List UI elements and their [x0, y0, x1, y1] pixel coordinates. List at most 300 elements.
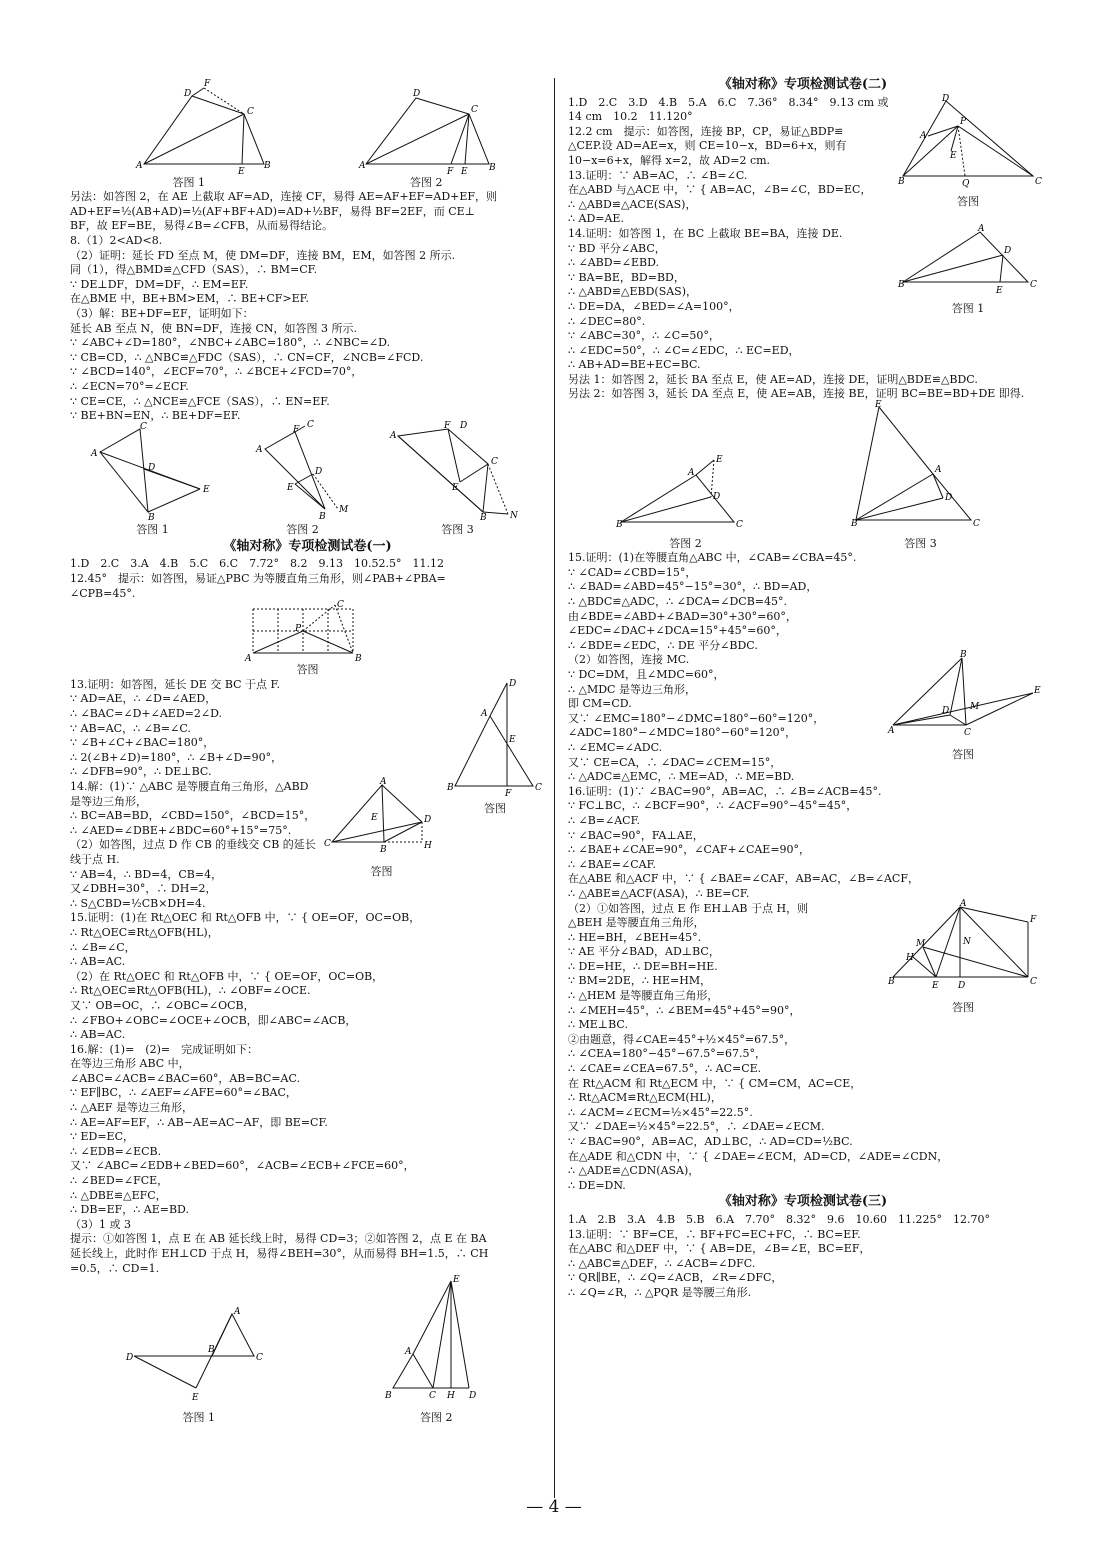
diag-line — [144, 114, 244, 164]
svg-text:C: C — [255, 1353, 263, 1364]
text-line: 1.A 2.B 3.A 4.B 5.B 6.A 7.70° 8.32° 9.6 10.60 11.225° 12.70° — [568, 1212, 991, 1226]
svg-text:C: C — [1035, 176, 1042, 187]
svg-text:D: D — [413, 89, 421, 99]
text-line: ∵ QR∥BE，∴ ∠Q=∠ACB，∠R=∠DFC， — [568, 1271, 783, 1285]
svg-text:E: E — [950, 150, 957, 161]
text-line: 12.2 cm 提示：如答图，连接 BP，CP，易证△BDP≌ — [568, 124, 844, 138]
svg-text:B: B — [489, 163, 496, 173]
svg-text:D: D — [944, 493, 952, 504]
text-line: ∴ ∠CEA=180°−45°−67.5°=67.5°， — [568, 1047, 766, 1061]
text-line: ∵ ∠B+∠C+∠BAC=180°， — [70, 736, 215, 750]
figure-q8-2 — [253, 419, 353, 538]
bd-line — [856, 498, 943, 520]
text-line: ∴ △ADE≌△CDN(ASA)， — [568, 1164, 700, 1178]
text-line: BF，故 EF=BE，易得∠B=∠CFB，从而易得结论。 — [70, 219, 334, 233]
svg-text:B: B — [380, 845, 387, 855]
text-line: ∴ △HEM 是等腰直角三角形， — [568, 989, 719, 1003]
dm-line — [313, 474, 338, 509]
svg-text:B: B — [615, 520, 623, 531]
text-line: ∴ △MDC 是等边三角形， — [568, 682, 696, 696]
text-line: 延长 AB 至点 N，使 BN=DF，连接 CN，如答图 3 所示. — [70, 321, 358, 335]
text-line: 由∠BDE=∠ABD+∠BAD=30°+30°=60°， — [568, 609, 797, 623]
text-line: 另法：如答图 2，在 AE 上截取 AF=AD，连接 CF，易得 AE=AF+EF=AD+EF，则 — [70, 190, 498, 204]
figure-q16-right — [888, 898, 1038, 1016]
text-line: ∠CPB=45°. — [70, 586, 136, 600]
figure-q12-right-svg — [898, 93, 1042, 191]
section-title-1: 《轴对称》专项检测试卷(一) — [223, 538, 392, 554]
text-line: 又∵ ∠DAE=½×45°=22.5°，∴ ∠DAE=∠ECM. — [568, 1120, 825, 1134]
bd-line — [903, 255, 1003, 282]
text-line: 又∵ ∠ABC=∠EDB+∠BED=60°，∠ACB=∠ECB+∠FCE=60°， — [70, 1159, 415, 1173]
text-line: ∵ CE=CE，∴ △NCE≌△FCE（SAS），∴ EN=EF. — [70, 394, 330, 408]
text-line: 16.证明：(1)∵ ∠BAC=90°，AB=AC，∴ ∠B=∠ACB=45°. — [568, 784, 882, 798]
text-line: △BEH 是等腰直角三角形， — [568, 916, 705, 930]
fig-caption: 答图 — [952, 748, 974, 761]
text-line: ∵ AE 平分∠BAD，AD⊥BC， — [568, 945, 720, 959]
svg-text:E: E — [932, 980, 939, 991]
text-line: ∵ FC⊥BC，∴ ∠BCF=90°，∴ ∠ACF=90°−45°=45°， — [568, 799, 858, 813]
svg-text:M: M — [916, 938, 926, 949]
text-line: ∠EDC=∠DAC+∠DCA=15°+45°=60°， — [568, 624, 787, 638]
question-15-right — [568, 551, 1041, 785]
ae-line — [696, 460, 714, 475]
svg-text:B: B — [207, 1345, 215, 1356]
svg-text:A: A — [255, 444, 262, 455]
bd-line — [621, 497, 711, 522]
svg-text:B: B — [898, 176, 905, 187]
svg-text:C: C — [324, 839, 331, 849]
svg-text:B: B — [960, 650, 967, 661]
question-16 — [70, 1043, 545, 1277]
svg-text:A: A — [687, 468, 694, 479]
tri-abc — [393, 1354, 433, 1388]
fig-caption: 答图 — [952, 1001, 974, 1015]
svg-text:E: E — [461, 167, 468, 177]
figure-top-2 — [351, 76, 501, 190]
text-line: 又∵ ∠EMC=180°−∠DMC=180°−60°=120°， — [568, 711, 825, 725]
svg-text:D: D — [942, 706, 950, 717]
text-line: 12.45° 提示：如答图，易证△PBC 为等腰直角三角形，则∠PAB+∠PBA= — [70, 572, 446, 586]
svg-text:C: C — [964, 728, 971, 739]
text-line: △CEP.设 AD=AE=x，则 CE=10−x，BD=6+x，则有 — [568, 139, 847, 153]
text-line: （2）证明：延长 FD 至点 M，使 DM=DF，连接 BM，EM，如答图 2 所示. — [70, 248, 456, 262]
text-line: 在△ADE 和△CDN 中，∵ { ∠DAE=∠ECM，AD=CD，∠ADE=∠CDN， — [568, 1149, 949, 1163]
text-line: ∵ DC=DM，且∠MDC=60°， — [568, 668, 725, 681]
svg-text:N: N — [963, 936, 971, 947]
svg-text:B: B — [318, 511, 326, 522]
figure-top-2-svg — [351, 76, 501, 177]
svg-text:A: A — [90, 448, 97, 459]
text-line: ∴ △AEF 是等边三角形， — [70, 1101, 194, 1115]
svg-text:B: B — [447, 782, 454, 793]
text-line: 在 Rt△ACM 和 Rt△ECM 中，∵ { CM=CM，AC=CE， — [568, 1076, 862, 1090]
svg-text:E: E — [286, 482, 294, 493]
text-line: 13.证明：如答图，延长 DE 交 BC 于点 F. — [70, 677, 280, 691]
text-line: ∵ ∠BAC=90°，FA⊥AE， — [568, 828, 704, 842]
svg-text:F: F — [292, 424, 299, 435]
he-line — [913, 957, 936, 977]
text-line: 又∵ OB=OC，∴ ∠OBC=∠OCB， — [70, 998, 255, 1012]
tri-shape — [100, 429, 148, 512]
svg-text:A: A — [978, 223, 985, 234]
text-line: 在等边三角形 ABC 中， — [70, 1057, 190, 1071]
dash-line — [204, 88, 244, 114]
tri-abc — [856, 474, 971, 520]
fig-caption: 答图 — [370, 864, 393, 878]
perp-line — [242, 114, 244, 164]
ea-line — [879, 407, 933, 474]
text-line: ∠ABC=∠ACB=∠BAC=60°，AB=BC=AC. — [70, 1071, 300, 1085]
svg-text:C: C — [1030, 279, 1037, 290]
svg-text:Q: Q — [962, 178, 970, 189]
svg-text:C: C — [139, 421, 147, 432]
fig-caption: 答图 — [484, 802, 506, 816]
ae-line — [893, 693, 1033, 725]
figure-q16-1 — [124, 1306, 274, 1425]
answers-3 — [568, 1213, 1038, 1301]
text-line: ∵ BM=2DE，∴ HE=HM， — [568, 974, 712, 988]
text-line: ∴ ∠BAD=∠ABD=45°−15°=30°，∴ BD=AD， — [568, 580, 818, 594]
text-line: ∴ ∠FBO+∠OBC=∠OCE+∠OCB，即∠ABC=∠ACB， — [70, 1013, 357, 1027]
text-line: ∴ △BDC≌△ADC，∴ ∠DCA=∠DCB=45°. — [568, 595, 787, 609]
text-line: ∵ ∠CAD=∠CBD=15°， — [568, 565, 697, 579]
text-line: 8.（1）2<AD<8. — [70, 233, 163, 247]
text-line: 16.解：(1)= (2)= 完成证明如下： — [70, 1042, 259, 1056]
figure-q15-right-svg — [888, 650, 1041, 743]
text-line: 提示：①如答图 1，点 E 在 AB 延长线上时，易得 CD=3；②如答图 2，点 E 在 BA — [70, 1232, 487, 1246]
text-line: ∠ADC=180°−∠MDC=180°−60°=120°， — [568, 726, 797, 740]
text-line: ∴ ∠DFB=90°，∴ DE⊥BC. — [70, 765, 212, 779]
svg-text:M: M — [338, 504, 348, 515]
svg-text:C: C — [306, 419, 314, 430]
top-figures — [70, 76, 545, 190]
fig-caption: 答图 2 — [669, 536, 702, 550]
be-line — [856, 407, 879, 520]
figure-q8-2-svg — [253, 419, 353, 522]
text-line: ∴ ∠EMC=∠ADC. — [568, 740, 663, 754]
pq-line — [958, 126, 965, 176]
svg-text:D: D — [183, 89, 191, 99]
question-16-right — [568, 785, 1038, 1194]
svg-text:E: E — [1034, 686, 1041, 697]
figure-q13-svg — [445, 678, 545, 798]
svg-text:B: B — [354, 654, 362, 665]
text-line: 在△ABE 和△ACF 中，∵ { ∠BAE=∠CAF，AB=AC，∠B=∠ACF， — [568, 872, 919, 886]
text-line: （3）1 或 3 — [70, 1217, 131, 1231]
svg-text:E: E — [453, 1275, 460, 1286]
fig-caption: 答图 1 — [951, 301, 985, 315]
svg-text:F: F — [203, 79, 210, 89]
svg-text:F: F — [505, 788, 512, 799]
text-line: 又∵ CE=CA，∴ ∠DAC=∠CEM=15°， — [568, 755, 782, 769]
fig-caption: 答图 — [957, 195, 979, 209]
fig-caption: 答图 2 — [286, 523, 319, 537]
svg-text:A: A — [380, 777, 387, 787]
svg-text:A: A — [389, 430, 396, 441]
text-line: ∵ ∠BAC=90°，AB=AC，AD⊥BC，∴ AD=CD=½BC. — [568, 1135, 853, 1148]
figure-q16-2-svg — [381, 1276, 491, 1406]
text-line: 1.D 2.C 3.D 4.B 5.A 6.C 7.36° 8.34° 9.13 cm 或 14 cm 10.2 11.120° — [568, 95, 893, 124]
text-line: 13.证明：∵ AB=AC，∴ ∠B=∠C. — [568, 168, 748, 182]
text-line: ∴ DE=HE，∴ DE=BH=HE. — [568, 959, 718, 973]
svg-text:E: E — [509, 734, 516, 745]
text-line: ∴ AB+AD=BE+EC=BC. — [568, 358, 701, 372]
text-line: ∵ ∠ABC=30°，∴ ∠C=50°， — [568, 329, 720, 343]
svg-text:E: E — [191, 1393, 199, 1404]
svg-text:A: A — [481, 708, 488, 719]
text-line: ∵ ∠BCD=140°，∠ECF=70°，∴ ∠BCE+∠FCD=70°， — [70, 365, 363, 379]
text-line: ∵ ED=EC， — [70, 1130, 135, 1144]
text-line: ∴ ∠ACM=∠ECM=½×45°=22.5°. — [568, 1105, 753, 1119]
me-line — [923, 947, 936, 977]
text-line: ∴ AB=AC. — [70, 955, 126, 969]
ad-line — [382, 785, 422, 822]
svg-text:E: E — [996, 285, 1003, 296]
text-line: ∴ ∠AED=∠DBE+∠BDC=60°+15°=75°. — [70, 823, 292, 837]
figure-q12 — [70, 601, 545, 678]
svg-text:D: D — [509, 678, 517, 689]
figure-top-1 — [114, 76, 271, 190]
svg-text:C: C — [336, 600, 344, 611]
svg-text:D: D — [1004, 245, 1012, 256]
text-line: ∴ ∠B=∠ACF. — [568, 813, 641, 827]
text-line: ∴ △ABC≌△DEF，∴ ∠ACB=∠DFC. — [568, 1256, 756, 1270]
svg-text:C: C — [246, 107, 254, 117]
svg-text:D: D — [942, 93, 950, 104]
svg-text:B: B — [385, 1391, 392, 1402]
question-15 — [70, 911, 545, 1042]
q14-right-figures — [568, 402, 1038, 551]
text-line: ∴ ∠ECN=70°=∠ECF. — [70, 379, 189, 393]
text-line: 即 CM=CD. — [568, 697, 632, 711]
svg-text:E: E — [715, 455, 723, 466]
text-line: ∴ ∠BAC=∠D+∠AED=2∠D. — [70, 707, 222, 721]
fig-caption: 答图 3 — [441, 523, 474, 537]
text-line: ∵ BD 平分∠ABC， — [568, 241, 666, 255]
text-line: ∴ DE=DN. — [568, 1178, 626, 1192]
section-title-2: 《轴对称》专项检测试卷(二) — [718, 77, 888, 92]
text-line: ∴ BC=AB=BD，∠CBD=150°，∠BCD=15°， — [70, 809, 316, 823]
answers-2 — [568, 93, 1042, 227]
ab-line — [398, 436, 483, 512]
de-line — [1000, 255, 1003, 282]
svg-text:C: C — [535, 782, 542, 793]
text-line: ∴ HE=BH，∠BEH=45°. — [568, 930, 702, 944]
svg-text:D: D — [314, 466, 322, 477]
question-14-right — [568, 223, 1038, 402]
left-column — [70, 76, 545, 1425]
figure-q14-right-3-svg — [851, 402, 991, 532]
svg-text:P: P — [294, 624, 301, 635]
text-line: ∴ △ABE≌△ACF(ASA)，∴ BE=CF. — [568, 886, 750, 900]
text-line: 15.证明：(1)在 Rt△OEC 和 Rt△OFB 中，∵ { OE=OF，OC=OB， — [70, 911, 421, 925]
text-line: ∵ BA=BE，BD=BD， — [568, 270, 685, 284]
svg-text:H: H — [447, 1391, 456, 1402]
text-line: ∴ ∠EDC=50°，∴ ∠C=∠EDC，∴ EC=ED， — [568, 343, 800, 357]
figure-q13 — [445, 678, 545, 817]
svg-text:A: A — [405, 1347, 412, 1358]
text-line: 又∠DBH=30°，∴ DH=2， — [70, 882, 217, 896]
svg-text:C: C — [490, 456, 498, 467]
tri-abc — [455, 716, 533, 786]
text-line: ∵ AD=AE，∴ ∠D=∠AED， — [70, 692, 217, 706]
svg-text:C: C — [471, 105, 479, 115]
svg-text:C: C — [735, 520, 743, 531]
text-line: （2）如答图，连接 MC. — [568, 653, 690, 667]
svg-text:F: F — [447, 167, 454, 177]
text-line: ∴ ∠DEC=80°. — [568, 314, 646, 328]
text-line: ∴ Rt△ACM≌Rt△ECM(HL)， — [568, 1091, 722, 1105]
text-line: ∴ Rt△OEC≌Rt△OFB(HL)，∴ ∠OBF=∠OCE. — [70, 984, 311, 998]
ab-line — [893, 658, 962, 725]
svg-text:H: H — [424, 841, 432, 851]
q8-figures — [70, 419, 545, 538]
text-line: （2）如答图，过点 D 作 CB 的垂线交 CB 的延长线于点 H. — [70, 838, 316, 866]
text-line: ∴ DE=DA，∠BED=∠A=100°， — [568, 299, 740, 313]
text-line: ∵ AB=4，∴ BD=4，CB=4， — [70, 867, 223, 881]
svg-text:D: D — [459, 420, 467, 431]
figure-q16-right-svg — [888, 898, 1038, 997]
bn-line — [483, 512, 508, 514]
text-line: ∴ AB=AC. — [70, 1028, 126, 1042]
svg-text:A: A — [233, 1307, 241, 1318]
bc-line — [962, 658, 966, 725]
ab-line — [893, 907, 960, 977]
svg-text:A: A — [920, 130, 927, 141]
ed-line — [295, 474, 313, 484]
bd-line — [384, 822, 422, 842]
text-line: 另法 1：如答图 2，延长 BA 至点 E，使 AE=AD，连接 DE，证明△BDE≌△BDC. — [568, 372, 978, 386]
cd-line — [332, 822, 422, 842]
figure-q8-1-svg — [88, 421, 218, 523]
text-line: （3）解：BE+DF=EF，证明如下： — [70, 306, 254, 320]
dp-line — [928, 126, 958, 136]
figure-q16-2 — [381, 1276, 491, 1425]
text-line: （2）①如答图，过点 E 作 EH⊥AB 于点 H，则 — [568, 901, 809, 915]
figure-q12-right — [898, 93, 1042, 210]
svg-text:A: A — [135, 161, 143, 171]
text-line: 14.证明：如答图 1，在 BC 上截取 BE=BA，连接 DE. — [568, 226, 843, 240]
svg-text:E: E — [237, 167, 245, 177]
svg-text:A: A — [244, 654, 251, 665]
q16-figures — [70, 1276, 545, 1425]
text-line: ∵ DE⊥DF，DM=DF，∴ EM=EF. — [70, 277, 249, 291]
figure-q16-1-svg — [124, 1306, 274, 1406]
text-line: ∴ ∠BED=∠FCE， — [70, 1174, 169, 1188]
text-line: ∴ ∠CAE=∠CEA=67.5°，∴ AC=CE. — [568, 1062, 762, 1076]
text-line: =0.5，∴ CD=1. — [70, 1261, 160, 1275]
svg-text:A: A — [888, 726, 895, 737]
fig-caption: 答图 1 — [182, 1410, 215, 1424]
svg-text:B: B — [479, 512, 487, 523]
text-line: ∴ Rt△OEC≌Rt△OFB(HL)， — [70, 925, 219, 939]
text-line: ∴ ∠BAE=∠CAF. — [568, 857, 656, 871]
text-line: 同（1），得△BMD≌△CFD（SAS），∴ BM=CF. — [70, 263, 318, 277]
svg-text:C: C — [429, 1391, 437, 1402]
text-line: ∴ ∠ABD=∠EBD. — [568, 256, 660, 270]
mc-line — [923, 947, 1028, 977]
svg-text:N: N — [509, 510, 518, 521]
answers-1 — [70, 557, 545, 601]
text-line: 13.证明：∵ BF=CE，∴ BF+FC=EC+FC，∴ BC=EF. — [568, 1227, 861, 1241]
text-line: ②由题意，得∠CAE=45°+½×45°=67.5°， — [568, 1032, 796, 1046]
quad-shape — [144, 96, 264, 164]
tri-abc — [212, 1314, 254, 1356]
text-line: 在△ABC 和△DEF 中，∵ { AB=DE，∠B=∠E，BC=EF， — [568, 1242, 871, 1256]
svg-text:C: C — [972, 519, 980, 530]
figure-q14 — [324, 777, 439, 879]
svg-text:A: A — [359, 161, 366, 171]
pc-line — [958, 126, 1033, 176]
af-line — [960, 907, 1028, 922]
svg-text:B: B — [898, 279, 905, 290]
fig-caption: 答图 3 — [904, 536, 937, 550]
text-line: ∵ EF∥BC，∴ ∠AEF=∠AFE=60°=∠BAC， — [70, 1086, 297, 1100]
text-line: ∵ CB=CD，∴ △NBC≌△FDC（SAS），∴ CN=CF，∠NCB=∠FCD. — [70, 350, 424, 364]
text-line: AD+EF=½(AB+AD)=½(AF+BF+AD)=AD+½BF，易得 BF=2EF，而 CE⊥ — [70, 204, 476, 218]
ec-line — [460, 464, 488, 482]
figure-q14-right-3 — [851, 402, 991, 551]
svg-text:D: D — [147, 462, 155, 473]
svg-text:B: B — [888, 976, 895, 987]
figure-top-1-svg — [114, 76, 271, 177]
quad-shape — [398, 429, 488, 512]
text-line: 1.D 2.C 3.A 4.B 5.C 6.C 7.72° 8.2 9.13 10.52.5° 11.12 — [70, 557, 445, 571]
text-line: ∴ △DBE≌△EFC， — [70, 1188, 167, 1202]
svg-text:M: M — [970, 702, 980, 713]
svg-text:F: F — [443, 420, 450, 431]
text-line: ∴ ∠B=∠C， — [70, 940, 136, 954]
text-line: ∴ AE=AF=EF，∴ AB−AE=AC−AF，即 BE=CF. — [70, 1115, 328, 1129]
ae-line — [936, 907, 960, 977]
svg-text:E: E — [371, 813, 378, 823]
db-line — [950, 658, 962, 715]
right-column — [568, 76, 1042, 1301]
fig-caption: 答图 1 — [172, 175, 205, 189]
text-line: 在△BME 中，BE+BM>EM，∴ BE+CF>EF. — [70, 292, 310, 306]
fig-caption: 答图 — [296, 663, 319, 677]
text-line: ∴ AD=AE. — [568, 212, 624, 226]
svg-text:P: P — [960, 116, 967, 127]
text-line: 延长线上，此时作 EH⊥CD 于点 H，易得∠BEH=30°，从而易得 BH=1.5，∴ CH — [70, 1247, 489, 1260]
tri-abc — [903, 232, 1028, 282]
text-line: ∵ ∠ABC+∠D=180°，∠NBC+∠ABC=180°，∴ ∠NBC=∠D. — [70, 336, 391, 350]
svg-text:A: A — [934, 465, 941, 476]
svg-text:C: C — [1030, 976, 1037, 987]
svg-text:E: E — [202, 484, 210, 495]
svg-text:B: B — [147, 512, 155, 523]
page-number: — 4 — — [526, 1497, 582, 1517]
svg-text:D: D — [125, 1353, 133, 1364]
fig-caption: 答图 2 — [420, 1410, 453, 1424]
text-line: 在△ABD 与△ACE 中，∵ { AB=AC，∠B=∠C，BD=EC， — [568, 183, 872, 197]
column-divider — [554, 78, 555, 1498]
figure-q8-3-svg — [388, 420, 528, 523]
ad-line — [933, 474, 943, 498]
text-line: （2）在 Rt△OEC 和 Rt△OFB 中，∵ { OE=OF，OC=OB， — [70, 969, 384, 983]
figure-q14-right-1 — [898, 223, 1038, 316]
figure-q8-3 — [388, 420, 528, 538]
text-line: ∴ ∠BAE+∠CAE=90°，∠CAF+∠CAE=90°， — [568, 843, 811, 857]
svg-text:D: D — [469, 1391, 477, 1402]
figure-q14-right-1-svg — [898, 223, 1038, 297]
text-line: ∴ 2(∠B+∠D)=180°，∴ ∠B+∠D=90°， — [70, 750, 283, 764]
text-line: ∴ △ADC≌△EMC，∴ ME=AD，∴ ME=BD. — [568, 770, 795, 784]
text-line: ∵ BE+BN=EN，∴ BE+DF=EF. — [70, 409, 241, 423]
text-line: ∴ S△CBD=½CB×DH=4. — [70, 896, 206, 910]
svg-text:H: H — [906, 952, 914, 963]
figure-q14-right-2 — [616, 457, 756, 551]
